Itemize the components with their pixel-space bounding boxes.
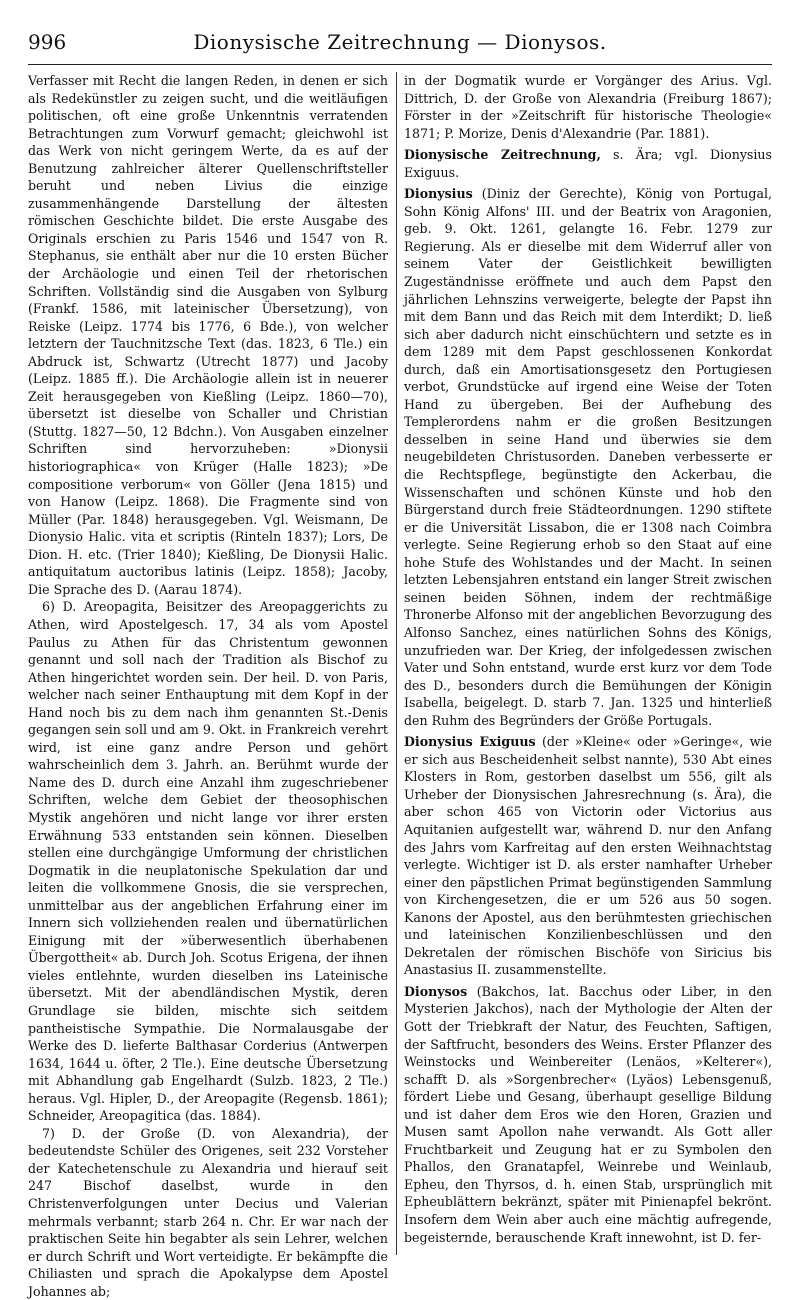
entry-text: s. Ära; vgl. Dionysius Exiguus.	[404, 147, 772, 180]
left-column	[28, 72, 388, 1299]
running-title: Dionysische Zeitrechnung — Dionysos.	[193, 30, 607, 54]
column-divider	[396, 72, 397, 1255]
entry	[404, 983, 772, 1246]
entry	[404, 72, 772, 142]
paragraph: 7) D. der Große (D. von Alexandria), der bedeutendste Schüler des Origenes, seit 232 Vorsteher der Katechetenschule zu Alexandria und hierauf seit 247 Bischof daselbst, wurde in den Christenverfolgungen unter Decius und Valerian mehrmals verbannt; starb 264 n. Chr. Er war nach der praktischen Seite hin begabter als sein Lehrer, welchen er durch Schrift und Wort verteidigte. Er bekämpfte die Chiliasten und sprach die Apokalypse dem Apostel Johannes ab;	[28, 1125, 388, 1299]
entry	[404, 733, 772, 979]
entry-text: (der »Kleine« oder »Geringe«, wie er sich aus Bescheidenheit selbst nannte), 530 Abt eines Klosters in Rom, gestorben daselbst um 556, gilt als Urheber der Dionysischen Jahresrechnung (s. Ära), die aber schon 465 von Victorin oder Victorius aus Aquitanien aufgestellt war, während D. nur den Anfang des Jahrs vom Karfreitag auf den ersten Weihnachtstag verlegte. Wichtiger ist D. als erster namhafter Urheber einer den päpstlichen Primat begünstigenden Sammlung von Kirchengesetzen, die er um 526 aus 50 sogen. Kanons der Apostel, aus den berühmtesten griechischen und lateinischen Konzilienbeschlüssen und den Dekretalen der römischen Bischöfe von Siricius bis Anastasius II. zusammenstellte.	[404, 734, 772, 978]
entry-text: (Bakchos, lat. Bacchus oder Liber, in den Mysterien Jakchos), nach der Mythologie der Alten der Gott der Triebkraft der Natur, des Feuchten, Saftigen, der Saftfrucht, besonders des Weins. Erster Pflanzer des Weinstocks und Weinbereiter (Lenäos, »Kelterer«), schafft D. als »Sorgenbrecher« (Lyäos) Lebensgenuß, fördert Liebe und Gesang, überhaupt gesellige Bildung und ist daher dem Eros wie den Horen, Grazien und Musen samt Apollon nahe verwandt. Als Gott aller Fruchtbarkeit und Zeugung hat er zu Symbolen den Phallos, den Granatapfel, Weinrebe und Weinlaub, Epheu, den Thyrsos, d. h. einen Stab, ursprünglich mit Epheublättern bekränzt, später mit Pinienapfel bekrönt. Insofern dem Wein aber auch eine mächtig aufregende, begeisternde, berauschende Kraft innewohnt, ist D. fer-	[404, 983, 772, 1245]
entry-headword: Dionysius	[404, 186, 473, 202]
entry	[404, 146, 772, 181]
paragraph: Verfasser mit Recht die langen Reden, in denen er sich als Redekünstler zu zeigen sucht, und die weitläufigen politischen, oft eine große Unkenntnis verratenden Betrachtungen zum Vorwurf gemacht; gleichwohl ist das Werk von nicht geringem Werte, da es auf der Benutzung zahlreicher älterer Quellenschriftsteller beruht und neben Livius die einzige zusammenhängende Darstellung der ältesten römischen Geschichte bildet. Die erste Ausgabe des Originals erschien zu Paris 1546 und 1547 von R. Stephanus, sie enthält aber nur die 10 ersten Bücher der Archäologie und einen Teil der rhetorischen Schriften. Vollständig sind die Ausgaben von Sylburg (Frankf. 1586, mit lateinischer Übersetzung), von Reiske (Leipz. 1774 bis 1776, 6 Bde.), von welcher letztern der Tauchnitzsche Text (das. 1823, 6 Tle.) ein Abdruck ist, Schwartz (Utrecht 1877) und Jacoby (Leipz. 1885 ff.). Die Archäologie allein ist in neuerer Zeit herausgegeben von Kießling (Leipz. 1860—70), übersetzt ist dieselbe von Schaller und Christian (Stuttg. 1827—50, 12 Bdchn.). Von Ausgaben einzelner Schriften sind hervorzuheben: »Dionysii historiographica« von Krüger (Halle 1823); »De compositione verborum« von Göller (Jena 1815) und von Hanow (Leipz. 1868). Die Fragmente sind von Müller (Par. 1848) herausgegeben. Vgl. Weismann, De Dionysio Halic. vita et scriptis (Rinteln 1837); Lors, De Dion. H. etc. (Trier 1840); Kießling, De Dionysii Halic. antiquitatum auctoribus latinis (Leipz. 1858); Jacoby, Die Sprache des D. (Aarau 1874).	[28, 73, 388, 597]
entry-headword: Dionysos	[404, 983, 468, 999]
entry-text: in der Dogmatik wurde er Vorgänger des Arius. Vgl. Dittrich, D. der Große von Alexandria (Freiburg 1867); Förster in der »Zeitschrift für historische Theologie« 1871; P. Morize, Denis d'Alexandrie (Par. 1881).	[404, 73, 772, 141]
page-number: 996	[28, 30, 67, 54]
entry-headword: Dionysius Exiguus	[404, 734, 536, 750]
right-column	[404, 72, 772, 1255]
entry-text: (Diniz der Gerechte), König von Portugal, Sohn König Alfons' III. und der Beatrix von Aragonien, geb. 9. Okt. 1261, gelangte 16. Febr. 1279 zur Regierung. Als er dieselbe mit dem Widerruf aller von seinem Vater der Geistlichkeit bewilligten Zugeständnisse eröffnete und auch dem Papst den jährlichen Lehnszins verweigerte, belegte der Papst ihn mit dem Bann und das Reich mit dem Interdikt; D. ließ sich aber dadurch nicht einschüchtern und setzte es in dem 1289 mit dem Papst geschlossenen Konkordat durch, daß ein Amortisationsgesetz den Portugiesen verbot, Grundstücke auf irgend eine Weise der Toten Hand zu übergeben. Bei der Aufhebung des Templerordens nahm er die großen Besitzungen desselben in seine Hand und überwies sie dem neugebildeten Christusorden. Daneben verbesserte er die Rechtspflege, begünstigte den Ackerbau, die Wissenschaften und schönen Künste und hob den Bürgerstand durch freie Städteordnungen. 1290 stiftete er die Universität Lissabon, die er 1308 nach Coimbra verlegte. Seine Regierung erhob so den Staat auf eine hohe Stufe des Wohlstandes und der Macht. In seinen letzten Lebensjahren entstand ein langer Streit zwischen seinen beiden Söhnen, indem der rechtmäßige Thronerbe Alfonso mit der angeblichen Bevorzugung des Alfonso Sanchez, eines natürlichen Sohns des Königs, unzufrieden war. Der Krieg, der infolgedessen zwischen Vater und Sohn entstand, wurde erst kurz vor dem Tode des D., besonders durch die Bemühungen der Königin Isabella, beigelegt. D. starb 7. Jan. 1325 und hinterließ den Ruhm des Begründers der Größe Portugals.	[404, 186, 772, 728]
paragraph: 6) D. Areopagita, Beisitzer des Areopaggerichts zu Athen, wird Apostelgesch. 17, 34 als vom Apostel Paulus zu Athen für das Christentum gewonnen genannt und soll nach der Tradition als Bischof zu Athen hingerichtet worden sein. Der heil. D. von Paris, welcher nach seiner Enthauptung mit dem Kopf in der Hand noch bis zu dem nach ihm genannten St.-Denis gegangen sein soll und am 9. Okt. in Frankreich verehrt wird, ist eine ganz andre Person und gehört wahrscheinlich dem 3. Jahrh. an. Berühmt wurde der Name des D. durch eine Anzahl ihm zugeschriebener Schriften, welche dem Gebiet der theosophischen Mystik angehören und nicht lange vor ihrer ersten Erwähnung 533 entstanden sein können. Dieselben stellen eine durchgängige Umformung der christlichen Dogmatik in die neuplatonische Spekulation dar und leiten die vollkommene Gnosis, die sie versprechen, unmittelbar aus der angeblichen Erfahrung einer im Innern sich vollziehenden realen und übernatürlichen Einigung mit der »überwesentlich überhabenen Übergottheit« ab. Durch Joh. Scotus Erigena, der ihnen vieles entlehnte, wurden dieselben ins Lateinische übersetzt. Mit der abendländischen Mystik, deren Grundlage sie bilden, mischte sich seitdem pantheistische Sympathie. Die Normalausgabe der Werke des D. lieferte Balthasar Corderius (Antwerpen 1634, 1644 u. öfter, 2 Tle.). Eine deutsche Übersetzung mit Abhandlung gab Engelhardt (Sulzb. 1823, 2 Tle.) heraus. Vgl. Hipler, D., der Areopagite (Regensb. 1861); Schneider, Areopagitica (das. 1884).	[28, 599, 388, 1124]
entry-headword: Dionysische Zeitrechnung,	[404, 147, 601, 163]
page-header	[28, 30, 772, 65]
entry	[404, 185, 772, 729]
